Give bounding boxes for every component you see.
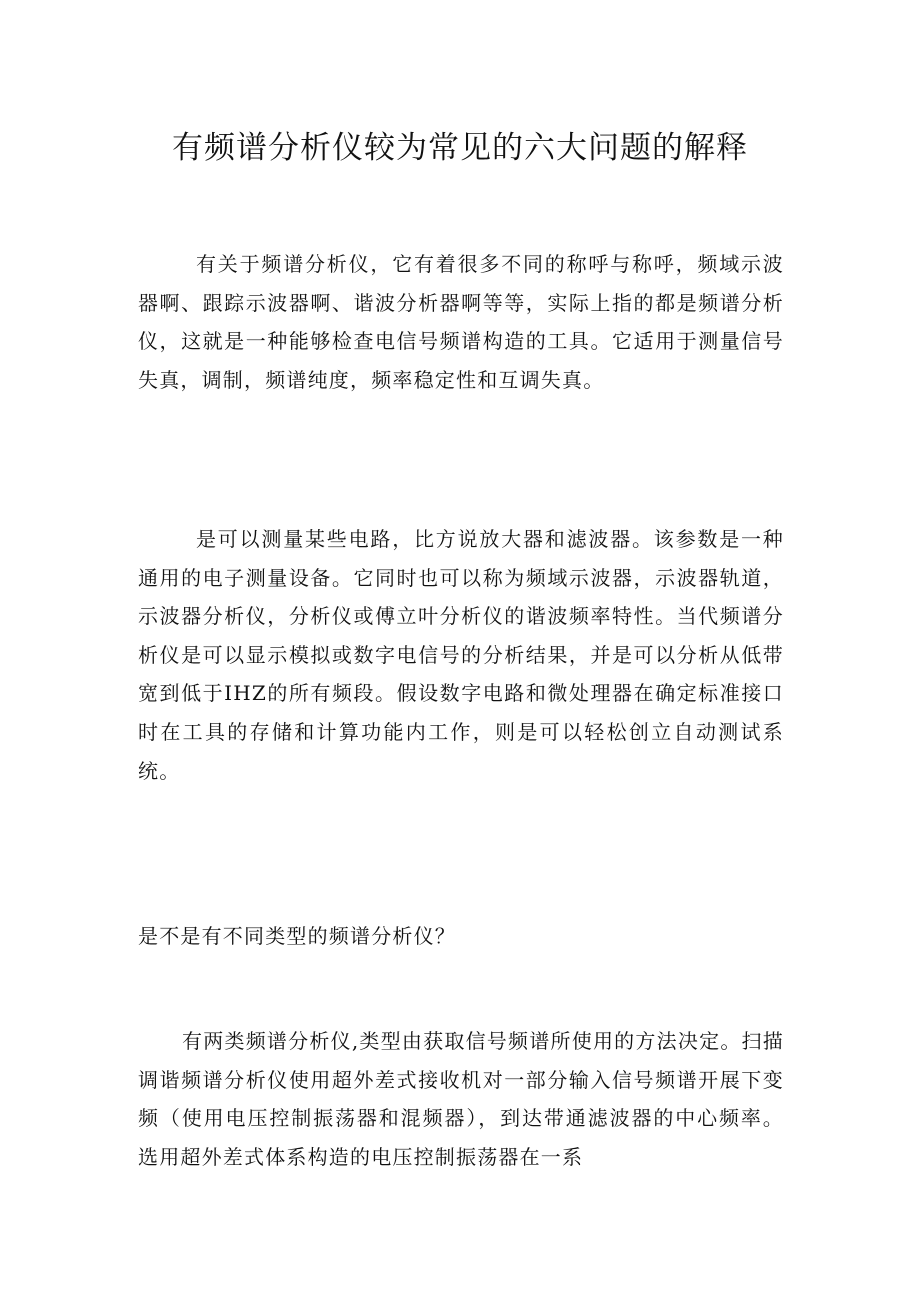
paragraph-measurement: 是可以测量某些电路，比方说放大器和滤波器。该参数是一种通用的电子测量设备。它同时也可以称为频域示波器，示波器轨道，示波器分析仪，分析仪或傅立叶分析仪的谐波频率特性。当代频谱分析仪是可以显示模拟或数字电信号的分析结果，并是可以分析从低带宽到低于IHZ的所有频段。假设数字电路和微处理器在确定标准接口时在工具的存储和计算功能内工作，则是可以轻松创立自动测试系统。 (138, 527, 784, 783)
paragraph-intro: 有关于频谱分析仪，它有着很多不同的称呼与称呼，频域示波器啊、跟踪示波器啊、谐波分析器啊等等，实际上指的都是频谱分析仪，这就是一种能够检查电信号频谱构造的工具。它适用于测量信号失真，调制，频谱纯度，频率稳定性和互调失真。 (138, 252, 784, 392)
paragraph-types: 有两类频谱分析仪,类型由获取信号频谱所使用的方法决定。扫描调谐频谱分析仪使用超外差式接收机对一部分输入信号频谱开展下变频（使用电压控制振荡器和混频器），到达带通滤波器的中心频率。选用超外差式体系构造的电压控制振荡器在一系 (138, 1029, 784, 1169)
document-title: 有频谱分析仪较为常见的六大问题的解释 (172, 130, 748, 166)
question-heading: 是不是有不同类型的频谱分析仪？ (138, 924, 456, 948)
